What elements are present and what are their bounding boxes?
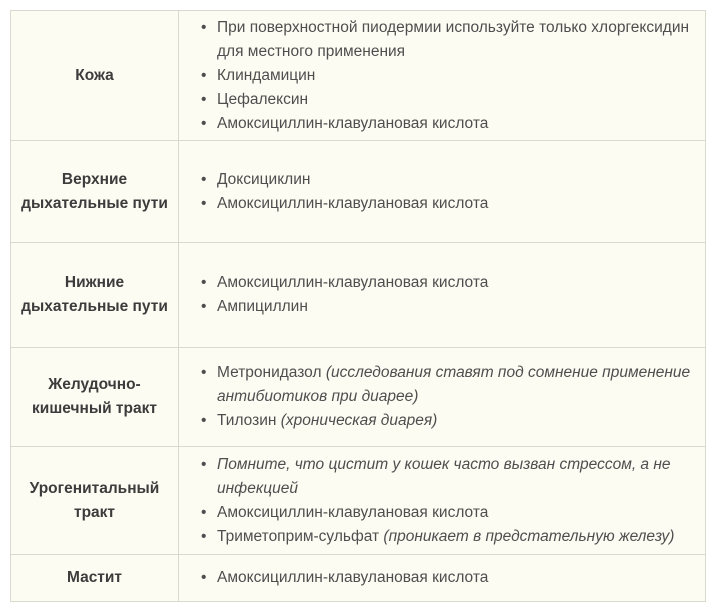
drug-note: (хроническая диарея) xyxy=(280,412,438,429)
list-item xyxy=(201,409,697,433)
table-row xyxy=(11,141,706,243)
drug-list xyxy=(201,16,697,136)
drug-text: Тилозин xyxy=(217,412,277,429)
list-item xyxy=(201,566,697,590)
drug-text: Триметоприм-сульфат xyxy=(217,527,380,545)
drug-note: Помните, что цистит у кошек часто вызван стрессом, а не инфекцией xyxy=(217,455,671,497)
list-item xyxy=(201,168,697,192)
table-row xyxy=(11,555,706,602)
drug-list xyxy=(201,453,697,549)
list-item xyxy=(201,271,697,295)
list-item xyxy=(201,88,697,112)
items-cell xyxy=(179,141,706,243)
list-item xyxy=(201,64,697,88)
items-cell xyxy=(179,348,706,447)
table-row xyxy=(11,243,706,348)
drug-list xyxy=(201,168,697,216)
table-row xyxy=(11,447,706,555)
drug-note: (проникает в предстательную железу) xyxy=(383,527,675,545)
category-cell: Урогенитальный тракт xyxy=(11,447,179,555)
table-row xyxy=(11,11,706,141)
drug-text: При поверхностной пиодермии используйте только хлоргексидин для местного применения xyxy=(217,18,690,60)
list-item xyxy=(201,192,697,216)
drug-text: Амоксициллин-клавулановая кислота xyxy=(217,503,489,521)
list-item xyxy=(201,453,697,501)
category-cell: Нижние дыхательные пути xyxy=(11,243,179,348)
category-cell: Мастит xyxy=(11,555,179,602)
items-cell xyxy=(179,555,706,602)
drug-text: Клиндамицин xyxy=(217,66,316,84)
drug-text: Доксициклин xyxy=(217,170,311,188)
drug-list xyxy=(201,566,697,590)
list-item xyxy=(201,16,697,64)
drug-text: Ампициллин xyxy=(217,298,308,315)
list-item xyxy=(201,112,697,136)
items-cell xyxy=(179,243,706,348)
list-item xyxy=(201,525,697,549)
drug-list xyxy=(201,271,697,319)
drug-text: Метронидазол xyxy=(217,364,322,381)
list-item xyxy=(201,295,697,319)
drug-text: Амоксициллин-клавулановая кислота xyxy=(217,114,489,132)
category-cell: Кожа xyxy=(11,11,179,141)
list-item xyxy=(201,361,697,409)
list-item xyxy=(201,501,697,525)
items-cell xyxy=(179,447,706,555)
drug-text: Амоксициллин-клавулановая кислота xyxy=(217,569,489,586)
drug-text: Цефалексин xyxy=(217,90,309,108)
items-cell xyxy=(179,11,706,141)
drug-text: Амоксициллин-клавулановая кислота xyxy=(217,274,489,291)
table-row xyxy=(11,348,706,447)
category-cell: Желудочно-кишечный тракт xyxy=(11,348,179,447)
antibiotics-table xyxy=(10,10,706,602)
drug-text: Амоксициллин-клавулановая кислота xyxy=(217,194,489,212)
drug-list xyxy=(201,361,697,433)
drug-note: (исследования ставят под сомнение применение антибиотиков при диарее) xyxy=(217,364,691,405)
category-cell: Верхние дыхательные пути xyxy=(11,141,179,243)
